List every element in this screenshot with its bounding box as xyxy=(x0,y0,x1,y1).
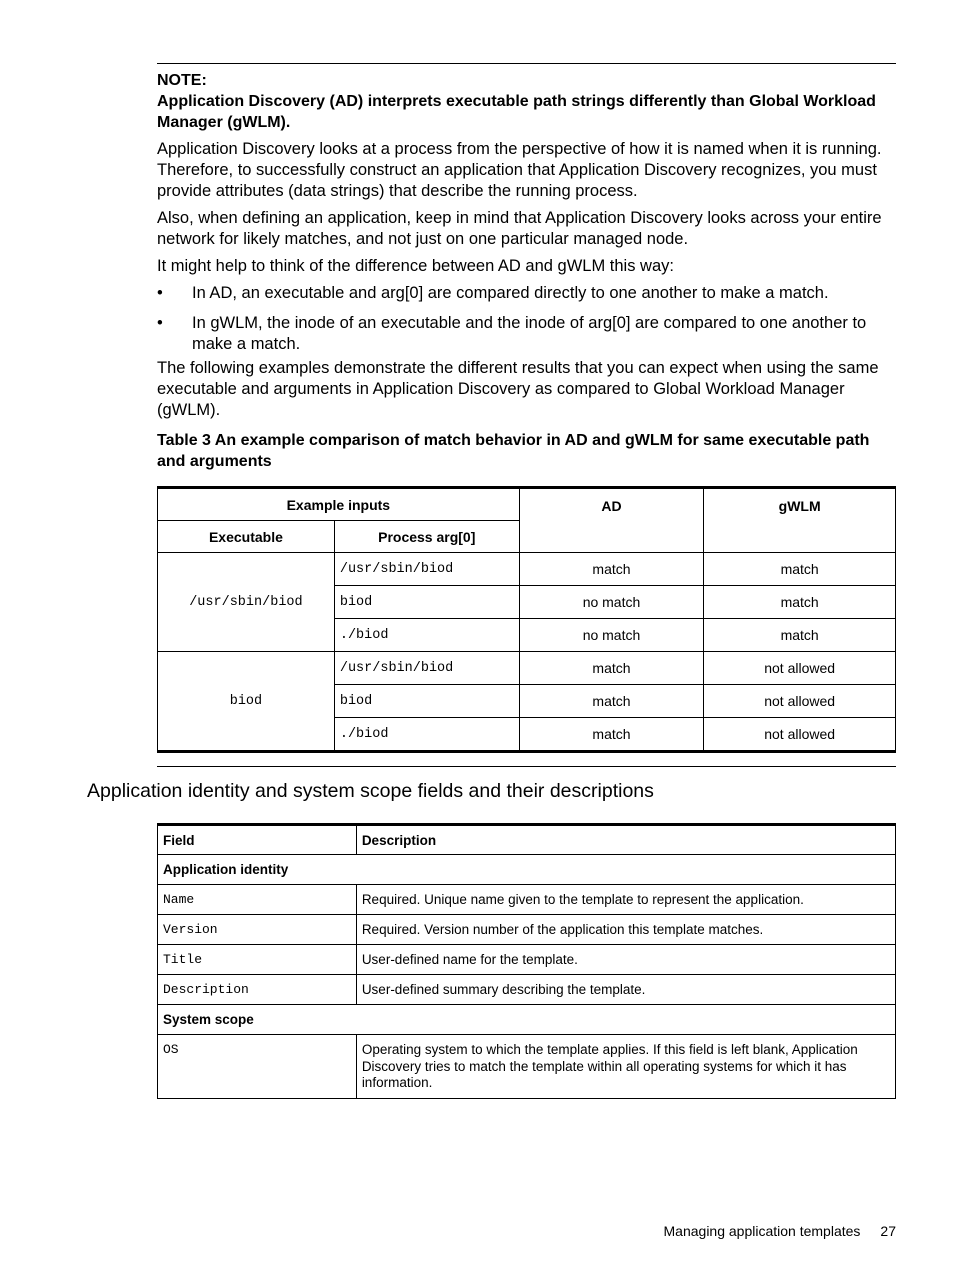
arg-cell: ./biod xyxy=(334,718,519,752)
section-row xyxy=(158,855,896,885)
bullet-icon: • xyxy=(157,314,163,332)
list-item: • In gWLM, the inode of an executable and the inode of arg[0] are compared to one another to make a match. xyxy=(157,314,867,353)
gwlm-cell: not allowed xyxy=(704,685,896,718)
table-row xyxy=(158,885,896,915)
section-heading: Application identity and system scope fields and their descriptions xyxy=(87,780,654,802)
footer-section-title: Managing application templates xyxy=(663,1223,861,1239)
page-footer xyxy=(664,1223,896,1239)
table-row xyxy=(158,652,896,685)
section-title: Application identity xyxy=(158,855,896,885)
note-box xyxy=(157,70,897,472)
note-paragraph: Application Discovery looks at a process from the perspective of how it is named when it is running. Therefore, to successfully construct an application that Application Discovery recognizes, you must provide attributes (data strings) that describe the running process. xyxy=(157,140,882,200)
bullet-list xyxy=(157,283,897,355)
list-item: • In AD, an executable and arg[0] are compared directly to one another to make a match. xyxy=(157,284,829,302)
description-cell: User-defined summary describing the template. xyxy=(356,975,895,1005)
ad-cell: no match xyxy=(519,619,704,652)
note-paragraph: It might help to think of the difference between AD and gWLM this way: xyxy=(157,257,674,275)
header-gwlm: gWLM xyxy=(704,488,896,553)
note-headline: Application Discovery (AD) interprets executable path strings differently than Global Workload Manager (gWLM). xyxy=(157,93,876,131)
gwlm-cell: not allowed xyxy=(704,652,896,685)
header-field: Field xyxy=(158,825,357,855)
executable-cell: biod xyxy=(158,652,335,752)
note-paragraph: Also, when defining an application, keep in mind that Application Discovery looks across your entire network for likely matches, and not just on one particular managed node. xyxy=(157,209,882,248)
arg-cell: biod xyxy=(334,586,519,619)
field-cell: OS xyxy=(158,1035,357,1099)
table-row xyxy=(158,553,896,586)
description-cell: Operating system to which the template applies. If this field is left blank, Application Discovery tries to match the template within all operating systems for which it has information. xyxy=(356,1035,895,1099)
field-cell: Title xyxy=(158,945,357,975)
note-label: NOTE: xyxy=(157,72,207,89)
section-title: System scope xyxy=(158,1005,896,1035)
field-cell: Description xyxy=(158,975,357,1005)
table-row xyxy=(158,945,896,975)
table-caption: Table 3 An example comparison of match behavior in AD and gWLM for same executable path and arguments xyxy=(157,432,870,470)
ad-cell: match xyxy=(519,718,704,752)
header-executable: Executable xyxy=(158,521,335,553)
bullet-icon: • xyxy=(157,284,163,302)
gwlm-cell: not allowed xyxy=(704,718,896,752)
gwlm-cell: match xyxy=(704,553,896,586)
executable-cell: /usr/sbin/biod xyxy=(158,553,335,652)
ad-cell: match xyxy=(519,553,704,586)
description-cell: User-defined name for the template. xyxy=(356,945,895,975)
ad-cell: no match xyxy=(519,586,704,619)
field-cell: Name xyxy=(158,885,357,915)
fields-table xyxy=(157,823,896,1099)
header-example-inputs: Example inputs xyxy=(158,488,520,521)
arg-cell: /usr/sbin/biod xyxy=(334,652,519,685)
note-closing: The following examples demonstrate the different results that you can expect when using the same executable and arguments in Application Discovery as compared to Global Workload Manager (gWLM). xyxy=(157,359,879,419)
table-row xyxy=(158,975,896,1005)
header-description: Description xyxy=(356,825,895,855)
table-row xyxy=(158,1035,896,1099)
arg-cell: biod xyxy=(334,685,519,718)
ad-cell: match xyxy=(519,685,704,718)
header-ad: AD xyxy=(519,488,704,553)
arg-cell: /usr/sbin/biod xyxy=(334,553,519,586)
ad-cell: match xyxy=(519,652,704,685)
table-row xyxy=(158,915,896,945)
note-bottom-rule xyxy=(157,766,896,767)
header-process-arg: Process arg[0] xyxy=(334,521,519,553)
page-number: 27 xyxy=(880,1223,896,1239)
gwlm-cell: match xyxy=(704,619,896,652)
section-row xyxy=(158,1005,896,1035)
comparison-table xyxy=(157,486,896,753)
description-cell: Required. Unique name given to the template to represent the application. xyxy=(356,885,895,915)
gwlm-cell: match xyxy=(704,586,896,619)
note-top-rule xyxy=(157,63,896,64)
description-cell: Required. Version number of the application this template matches. xyxy=(356,915,895,945)
field-cell: Version xyxy=(158,915,357,945)
arg-cell: ./biod xyxy=(334,619,519,652)
